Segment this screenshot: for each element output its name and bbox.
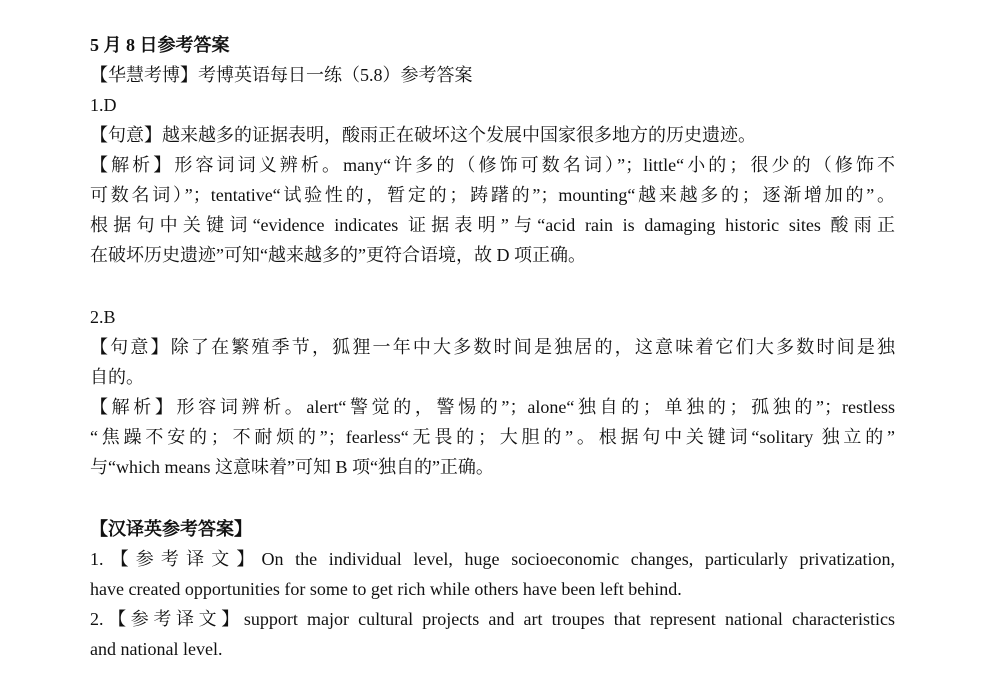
question-1 bbox=[90, 90, 895, 270]
document-subtitle: 【华慧考博】考博英语每日一练（5.8）参考答案 bbox=[90, 65, 473, 85]
analysis-line: 可数名词）”；tentative“试验性的，暂定的；踌躇的”；mounting“越来越多的；逐渐增加的”。 bbox=[90, 185, 895, 205]
sentence-meaning: 【句意】除了在繁殖季节，狐狸一年中大多数时间是独居的，这意味着它们大多数时间是独 bbox=[90, 337, 895, 357]
sentence-meaning: 【句意】越来越多的证据表明，酸雨正在破坏这个发展中国家很多地方的历史遗迹。 bbox=[90, 125, 756, 145]
document bbox=[90, 30, 895, 664]
question-2 bbox=[90, 302, 895, 482]
analysis-line: 与“which means 这意味着”可知 B 项“独自的”正确。 bbox=[90, 457, 494, 477]
answer-label: 2.B bbox=[90, 307, 116, 327]
translation-line: and national level. bbox=[90, 639, 223, 659]
analysis-line: 在破坏历史遗迹”可知“越来越多的”更符合语境，故 D 项正确。 bbox=[90, 245, 586, 265]
analysis-line: 【解析】形容词辨析。alert“警觉的，警惕的”；alone“独自的；单独的；孤独的”；restless bbox=[90, 397, 895, 417]
translation-line: 1.【参考译文】On the individual level, huge socioeconomic changes, particularly privatization, bbox=[90, 549, 895, 569]
page-title: 5 月 8 日参考答案 bbox=[90, 35, 230, 55]
translation-line: 2.【参考译文】support major cultural projects and art troupes that represent national characteristics bbox=[90, 609, 895, 629]
sentence-meaning: 自的。 bbox=[90, 367, 144, 387]
analysis-line: 根据句中关键词“evidence indicates 证据表明”与“acid rain is damaging historic sites 酸雨正 bbox=[90, 215, 895, 235]
analysis-line: “焦躁不安的；不耐烦的”；fearless“无畏的；大胆的”。根据句中关键词“solitary 独立的” bbox=[90, 427, 895, 447]
section-heading: 【汉译英参考答案】 bbox=[90, 519, 252, 539]
translation-answers bbox=[90, 514, 895, 664]
answer-label: 1.D bbox=[90, 95, 117, 115]
analysis-line: 【解析】形容词词义辨析。many“许多的（修饰可数名词）”；little“小的；很少的（修饰不 bbox=[90, 155, 895, 175]
translation-line: have created opportunities for some to get rich while others have been left behind. bbox=[90, 579, 682, 599]
